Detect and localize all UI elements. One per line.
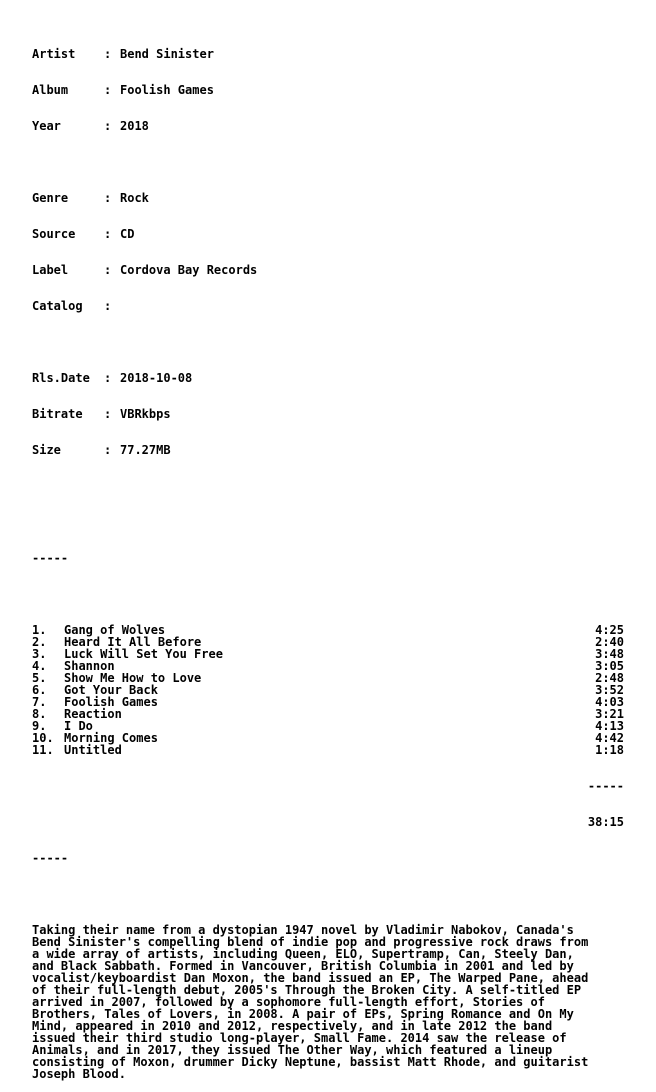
track-row xyxy=(32,672,624,684)
genre-row xyxy=(32,192,648,204)
section-divider-2: ----- xyxy=(32,851,69,865)
source-row xyxy=(32,228,648,240)
track-title: Luck Will Set You Free xyxy=(64,647,223,661)
description-line: Joseph Blood. xyxy=(32,1067,126,1081)
genre-value: Rock xyxy=(120,191,149,205)
track-duration: 2:40 xyxy=(595,635,624,649)
separator: : xyxy=(104,371,112,385)
description-line: vocalist/keyboardist Dan Moxon, the band issued an EP, The Warped Pane, ahead xyxy=(32,971,589,985)
separator: : xyxy=(104,119,112,133)
description-line: consisting of Moxon, drummer Dicky Neptune, bassist Matt Rhode, and guitarist xyxy=(32,1055,589,1069)
track-title: Morning Comes xyxy=(64,731,158,745)
label-row xyxy=(32,264,648,276)
track-duration: 3:48 xyxy=(595,647,624,661)
album-value: Foolish Games xyxy=(120,83,214,97)
track-duration: 3:05 xyxy=(595,659,624,673)
separator: : xyxy=(104,263,112,277)
size-row xyxy=(32,444,648,456)
catalog-row xyxy=(32,300,648,312)
track-number: 11. xyxy=(32,743,54,757)
separator: : xyxy=(104,191,112,205)
track-row xyxy=(32,720,624,732)
album-description xyxy=(32,924,648,1080)
description-line: of their full-length debut, 2005's Through the Broken City. A self-titled EP xyxy=(32,983,582,997)
separator: : xyxy=(104,227,112,241)
track-title: Reaction xyxy=(64,707,122,721)
year-label: Year xyxy=(32,119,61,133)
track-number: 2. xyxy=(32,635,47,649)
description-line: arrived in 2007, followed by a sophomore full-length effort, Stories of xyxy=(32,995,545,1009)
total-row xyxy=(32,816,624,828)
artist-label: Artist xyxy=(32,47,76,61)
track-title: I Do xyxy=(64,719,93,733)
track-number: 1. xyxy=(32,623,47,637)
nfo-document xyxy=(32,24,648,1092)
separator: : xyxy=(104,299,112,313)
track-title: Foolish Games xyxy=(64,695,158,709)
track-row xyxy=(32,708,624,720)
source-value: CD xyxy=(120,227,135,241)
track-number: 3. xyxy=(32,647,47,661)
year-value: 2018 xyxy=(120,119,149,133)
track-row xyxy=(32,636,624,648)
separator: : xyxy=(104,47,112,61)
track-number: 9. xyxy=(32,719,47,733)
total-divider xyxy=(32,780,624,792)
separator: : xyxy=(104,83,112,97)
track-number: 8. xyxy=(32,707,47,721)
description-line: issued their third studio long-player, Small Fame. 2014 saw the release of xyxy=(32,1031,567,1045)
total-duration: 38:15 xyxy=(587,815,624,829)
tracklist xyxy=(32,624,648,756)
album-label: Album xyxy=(32,83,69,97)
description-line: Mind, appeared in 2010 and 2012, respectively, and in late 2012 the band xyxy=(32,1019,553,1033)
label-label: Label xyxy=(32,263,69,277)
track-row xyxy=(32,684,624,696)
track-number: 5. xyxy=(32,671,47,685)
track-title: Untitled xyxy=(64,743,122,757)
separator: : xyxy=(104,407,112,421)
track-duration: 4:03 xyxy=(595,695,624,709)
track-row xyxy=(32,696,624,708)
track-row xyxy=(32,732,624,744)
description-line: Animals, and in 2017, they issued The Other Way, which featured a lineup xyxy=(32,1043,553,1057)
size-label: Size xyxy=(32,443,61,457)
track-duration: 4:42 xyxy=(595,731,624,745)
catalog-label: Catalog xyxy=(32,299,83,313)
description-line: Brothers, Tales of Lovers, in 2008. A pair of EPs, Spring Romance and On My xyxy=(32,1007,574,1021)
description-line: a wide array of artists, including Queen, ELO, Supertramp, Can, Steely Dan, xyxy=(32,947,574,961)
separator: : xyxy=(104,443,112,457)
bitrate-value: VBRkbps xyxy=(120,407,171,421)
description-line: Bend Sinister's compelling blend of indie pop and progressive rock draws from xyxy=(32,935,589,949)
track-number: 7. xyxy=(32,695,47,709)
track-row xyxy=(32,648,624,660)
bitrate-label: Bitrate xyxy=(32,407,83,421)
size-value: 77.27MB xyxy=(120,443,171,457)
track-duration: 4:25 xyxy=(595,623,624,637)
track-title: Show Me How to Love xyxy=(64,671,202,685)
bitrate-row xyxy=(32,408,648,420)
rlsdate-row xyxy=(32,372,648,384)
track-duration: 3:21 xyxy=(595,707,624,721)
artist-row xyxy=(32,48,648,60)
track-number: 6. xyxy=(32,683,47,697)
track-row xyxy=(32,660,624,672)
source-label: Source xyxy=(32,227,76,241)
description-line: Taking their name from a dystopian 1947 novel by Vladimir Nabokov, Canada's xyxy=(32,923,574,937)
track-row xyxy=(32,744,624,756)
track-row xyxy=(32,624,624,636)
track-title: Gang of Wolves xyxy=(64,623,166,637)
year-row xyxy=(32,120,648,132)
track-duration: 4:13 xyxy=(595,719,624,733)
rlsdate-value: 2018-10-08 xyxy=(120,371,193,385)
track-duration: 2:48 xyxy=(595,671,624,685)
track-duration: 3:52 xyxy=(595,683,624,697)
section-divider: ----- xyxy=(32,551,69,565)
track-number: 10. xyxy=(32,731,54,745)
rlsdate-label: Rls.Date xyxy=(32,371,90,385)
total-divider-text: ----- xyxy=(587,779,624,793)
description-line: and Black Sabbath. Formed in Vancouver, British Columbia in 2001 and led by xyxy=(32,959,574,973)
track-title: Got Your Back xyxy=(64,683,158,697)
track-number: 4. xyxy=(32,659,47,673)
track-title: Shannon xyxy=(64,659,115,673)
track-title: Heard It All Before xyxy=(64,635,202,649)
track-duration: 1:18 xyxy=(595,743,624,757)
genre-label: Genre xyxy=(32,191,69,205)
label-value: Cordova Bay Records xyxy=(120,263,258,277)
artist-value: Bend Sinister xyxy=(120,47,214,61)
album-row xyxy=(32,84,648,96)
